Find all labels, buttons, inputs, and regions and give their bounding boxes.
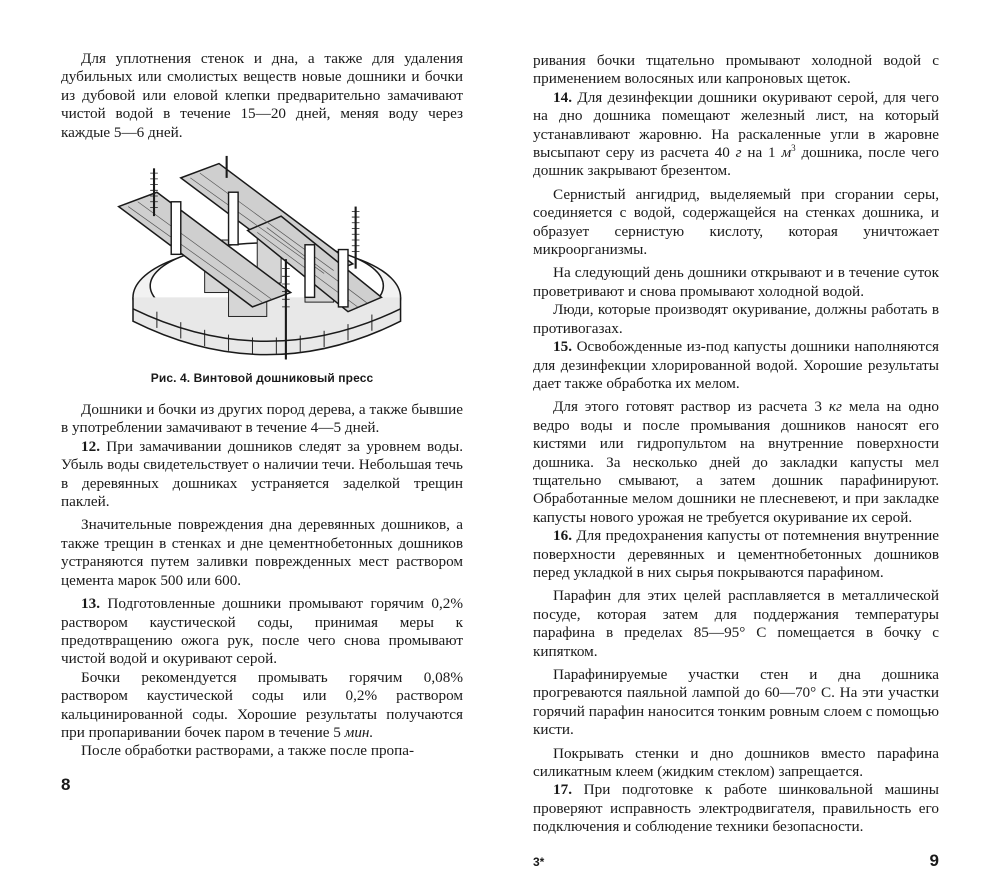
item-text: на 1: [741, 144, 782, 162]
left-footer: [61, 775, 463, 795]
intro-paragraph: Для уплотнения стенок и дна, а также для удаления дубильных или смолистых веществ новые дошники и бочки из дубовой или еловой клепки предварительно замачивают чистой водой в течение 15—20 дней, меняя воду через каждые 5—6 дней.: [61, 50, 463, 141]
unit-meters: м: [781, 144, 792, 162]
paragraph-other-wood: Дошники и бочки из других пород дерева, а также бывшие в употреблении замачивают в течение 4—5 дней.: [61, 401, 463, 437]
unit-kilograms: кг: [828, 398, 842, 416]
unit-grams: г: [735, 144, 742, 162]
screw-press-illustration: [107, 154, 417, 369]
item-text: Для дезинфекции дошники окуривают серой, для чего на дно дошника помещают железный лист, на который устанавливают жаровню. На раскаленные угли в жаровне высыпают серу из расчета 40: [533, 88, 939, 162]
item-number: 13.: [81, 595, 100, 613]
item-text: При замачивании дошников следят за уровнем воды. Убыль воды свидетельствует о наличии течи. Небольшая течь в деревянных дошниках устраняется заделкой трещин паклей.: [61, 437, 463, 511]
item-number: 15.: [553, 338, 572, 356]
left-top-text: [61, 50, 463, 142]
paragraph-continued: ривания бочки тщательно промывают холодной водой с применением волосяных или капроновых щеток.: [533, 52, 939, 88]
item-number: 12.: [81, 437, 100, 455]
page-number: 9: [929, 850, 939, 870]
item-number: 16.: [553, 527, 572, 545]
paragraph-heated: Парафинируемые участки стен и дна дошника прогреваются паяльной лампой до 60—70° С. На эти участки горячий парафин наносится тонким ровным слоем с помощью кисти.: [533, 666, 939, 739]
page-number: 8: [61, 774, 71, 794]
paragraph-chalk: [533, 398, 939, 527]
unit-exponent: 3: [791, 142, 796, 153]
paragraph-text: мела на одно ведро воды и после промывания дошников наносят его кистями или гидропультом на внутренние поверхности дошника. За несколько дней до закладки капусты мел тщательно смывают, а затем дошник парафинируют. Обработанные мелом дошники не плесневеют, и при закладке капусты нового урожая не требуется окуривание их серой.: [533, 398, 939, 526]
paragraph-forbidden: Покрывать стенки и дно дошников вместо парафина силикатным клеем (жидким стеклом) запрещается.: [533, 744, 939, 781]
right-text: [533, 52, 939, 837]
item-text: Подготовленные дошники промывают горячим 0,2% раствором каустической соды, принимая меры к предотвращению ожога рук, после чего снова промывают чистой водой и окуривают серой.: [61, 595, 463, 668]
item-text: Для предохранения капусты от потемнения внутренние поверхности деревянных и цементнобетонных дошников перед укладкой в них сырья покрываются парафином.: [533, 527, 939, 581]
item-text: При подготовке к работе шинковальной машины проверяют исправность электродвигателя, правильность его подключения и соблюдение техники безопасности.: [533, 781, 939, 836]
paragraph-paraffin: Парафин для этих целей расплавляется в металлической посуде, которая затем для поддержания температуры парафина в пределах 85—95° С помещается в бочку с кипятком.: [533, 587, 939, 660]
paragraph-text: Для этого готовят раствор из расчета 3: [553, 398, 829, 416]
figure: [61, 154, 463, 401]
item-13: [61, 595, 463, 669]
screw-press-icon: [107, 154, 417, 369]
right-footer: [533, 851, 939, 871]
paragraph-barrels: [61, 669, 463, 743]
item-17: [533, 781, 939, 836]
figure-caption: Рис. 4. Винтовой дошниковый пресс: [150, 371, 374, 386]
item-number: 14.: [553, 88, 572, 106]
paragraph-next-day: На следующий день дошники открывают и в течение суток проветривают и снова промывают холодной водой.: [533, 264, 939, 300]
item-text: дошника, после чего дошник закрывают брезентом.: [533, 144, 939, 180]
item-15: [533, 338, 939, 393]
paragraph-text: Бочки рекомендуется промывать горячим 0,08% раствором каустической соды или 0,2% раствором кальцинированной соды. Хорошие результаты получаются при пропаривании бочек паром в течение 5: [61, 668, 463, 741]
paragraph-sulfur: Сернистый ангидрид, выделяемый при сгорании серы, соединяется с водой, содержащейся на стенках дошника, и образует сернистую кислоту, которая уничтожает микроорганизмы.: [533, 185, 939, 259]
item-text: Освобожденные из-под капусты дошники наполняются для дезинфекции хлорированной водой. Хорошие результаты дает также обработка их мелом.: [533, 338, 939, 392]
signature-mark: 3*: [533, 854, 545, 869]
right-page: [500, 0, 1000, 871]
paragraph-damage: Значительные повреждения дна деревянных дошников, а также трещин в стенках и дне цементнобетонных дошников устраняются путем заливки поврежденных мест раствором цемента марок 500 или 600.: [61, 516, 463, 589]
item-number: 17.: [553, 781, 572, 799]
left-bottom-text: [61, 401, 463, 761]
item-12: [61, 438, 463, 512]
item-14: [533, 89, 939, 181]
paragraph-people: Люди, которые производят окуривание, должны работать в противогазах.: [533, 301, 939, 337]
item-16: [533, 527, 939, 582]
unit-minutes: мин.: [344, 723, 374, 741]
paragraph-after: После обработки растворами, а также после пропа-: [81, 742, 415, 760]
